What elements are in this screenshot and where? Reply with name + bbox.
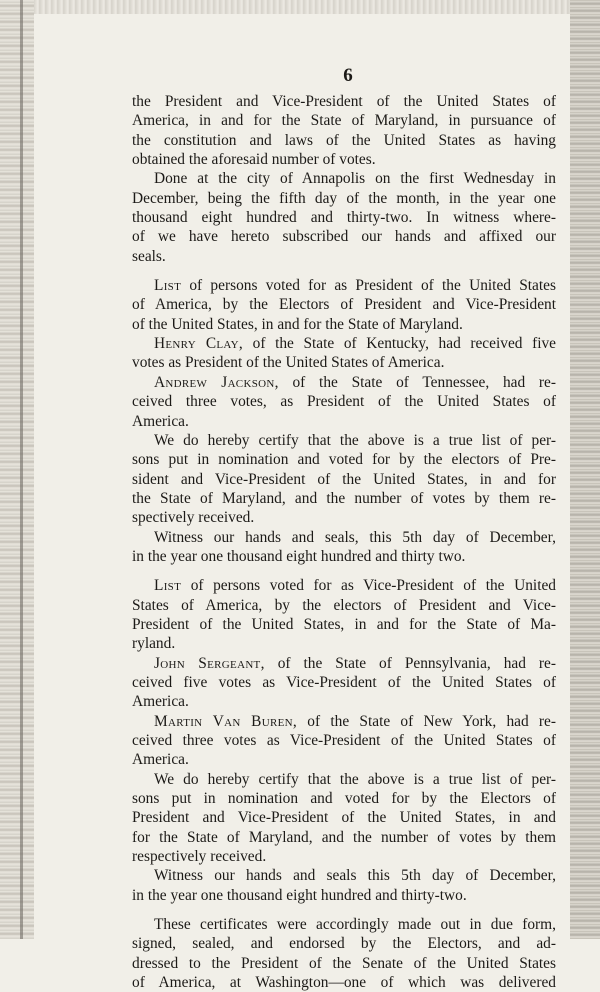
line-text: sident and Vice-President of the United States, in and for	[132, 470, 556, 488]
page-number: 6	[343, 65, 353, 86]
line-text: We do hereby certify that the above is a true list of per-	[154, 770, 556, 788]
line-text: Done at the city of Annapolis on the first Wednesday in	[154, 170, 556, 188]
scanned-top-margin	[34, 0, 570, 14]
line-text: America, in and for the State of Maryland, in pursuance of	[132, 112, 556, 130]
line-text: America.	[132, 412, 189, 430]
text-line	[132, 450, 556, 469]
text-line	[132, 673, 556, 692]
line-text: of the State of Kentucky, had received five	[243, 335, 556, 353]
text-line	[132, 412, 556, 431]
line-text: These certificates were accordingly made out in due form,	[154, 916, 556, 934]
line-text: December, being the fifth day of the month, in the year one	[132, 189, 556, 207]
line-text: dressed to the President of the Senate of the United States	[132, 954, 556, 972]
text-line	[132, 692, 556, 711]
text-line	[132, 111, 556, 130]
text-line	[132, 634, 556, 653]
paragraph-gap	[132, 566, 556, 576]
line-text: of the State of New York, had re-	[297, 712, 556, 730]
text-line	[132, 334, 556, 353]
small-caps-name: John Sergeant,	[154, 654, 265, 672]
line-text: the constitution and laws of the United States as having	[132, 131, 556, 149]
text-line	[132, 315, 556, 334]
line-text: Witness our hands and seals this 5th day of December,	[154, 867, 556, 885]
paragraph-gap	[132, 905, 556, 915]
text-line	[132, 596, 556, 615]
text-line	[132, 470, 556, 489]
line-text: sons put in nomination and voted for by the electors of Pre-	[132, 451, 556, 469]
text-line	[132, 489, 556, 508]
line-text: America.	[132, 751, 189, 769]
line-text: America.	[132, 693, 189, 711]
text-line	[132, 731, 556, 750]
small-caps-name: Henry Clay,	[154, 335, 244, 353]
text-line	[132, 373, 556, 392]
text-line	[132, 92, 556, 111]
text-line	[132, 973, 556, 992]
line-text: spectively received.	[132, 509, 255, 527]
line-text: in the year one thousand eight hundred and thirty two.	[132, 547, 466, 565]
line-text: ceived five votes as Vice-President of the United States of	[132, 673, 556, 691]
text-line	[132, 750, 556, 769]
line-text: sons put in nomination and voted for by the Electors of	[132, 790, 556, 808]
text-line	[132, 247, 556, 266]
text-line	[132, 886, 556, 905]
small-caps-name: Andrew Jackson,	[154, 373, 279, 391]
document-page	[132, 64, 556, 992]
text-line	[132, 276, 556, 295]
line-text: President and Vice-President of the United States, in and	[132, 809, 556, 827]
line-text: votes as President of the United States of America.	[132, 354, 445, 372]
line-text: of America, by the Electors of President and Vice-President	[132, 296, 556, 314]
text-line	[132, 847, 556, 866]
paragraph-gap	[132, 266, 556, 276]
line-text: of persons voted for as Vice-President of the United	[181, 577, 556, 595]
text-line	[132, 131, 556, 150]
text-line	[132, 954, 556, 973]
text-line	[132, 712, 556, 731]
text-line	[132, 576, 556, 595]
line-text: of persons voted for as President of the United States	[181, 277, 556, 295]
text-line	[132, 508, 556, 527]
line-text: of the State of Tennessee, had re-	[278, 373, 557, 391]
text-line	[132, 392, 556, 411]
line-text: the President and Vice-President of the United States of	[132, 93, 556, 110]
line-text: Witness our hands and seals, this 5th day of December,	[154, 528, 556, 546]
line-text: ceived three votes, as President of the United States of	[132, 393, 556, 411]
text-line	[132, 353, 556, 372]
line-text: in the year one thousand eight hundred and thirty-two.	[132, 886, 467, 904]
text-line	[132, 866, 556, 885]
line-text: of we have hereto subscribed our hands and affixed our	[132, 228, 556, 246]
line-text: of the State of Pennsylvania, had re-	[264, 654, 556, 672]
text-line	[132, 528, 556, 547]
text-line	[132, 189, 556, 208]
text-line	[132, 789, 556, 808]
text-line	[132, 208, 556, 227]
text-line	[132, 770, 556, 789]
text-line	[132, 150, 556, 169]
line-text: We do hereby certify that the above is a true list of per-	[154, 431, 556, 449]
scanned-right-margin	[570, 0, 600, 939]
text-line	[132, 915, 556, 934]
line-text: of the United States, in and for the State of Maryland.	[132, 315, 463, 333]
line-text: seals.	[132, 247, 166, 265]
text-line	[132, 227, 556, 246]
body-text	[132, 92, 556, 992]
text-line	[132, 828, 556, 847]
line-text: respectively received.	[132, 848, 267, 866]
text-line	[132, 547, 556, 566]
line-text: obtained the aforesaid number of votes.	[132, 151, 376, 169]
small-caps-name: List	[154, 277, 182, 295]
line-text: ryland.	[132, 635, 176, 653]
text-line	[132, 808, 556, 827]
text-line	[132, 934, 556, 953]
text-line	[132, 654, 556, 673]
text-line	[132, 295, 556, 314]
small-caps-name: List	[154, 577, 182, 595]
line-text: of America, at Washington—one of which was delivered	[132, 974, 556, 992]
small-caps-name: Martin Van Buren,	[154, 712, 298, 730]
line-text: ceived three votes as Vice-President of the United States of	[132, 732, 556, 749]
scanned-left-margin	[0, 0, 34, 939]
text-line	[132, 169, 556, 188]
line-text: thousand eight hundred and thirty-two. In witness where-	[132, 209, 556, 227]
line-text: for the State of Maryland, and the number of votes by them	[132, 828, 556, 846]
line-text: President of the United States, in and for the State of Ma-	[132, 615, 556, 633]
line-text: States of America, by the electors of President and Vice-	[132, 596, 556, 614]
line-text: the State of Maryland, and the number of votes by them re-	[132, 489, 556, 507]
text-line	[132, 431, 556, 450]
line-text: signed, sealed, and endorsed by the Electors, and ad-	[132, 935, 556, 953]
text-line	[132, 615, 556, 634]
